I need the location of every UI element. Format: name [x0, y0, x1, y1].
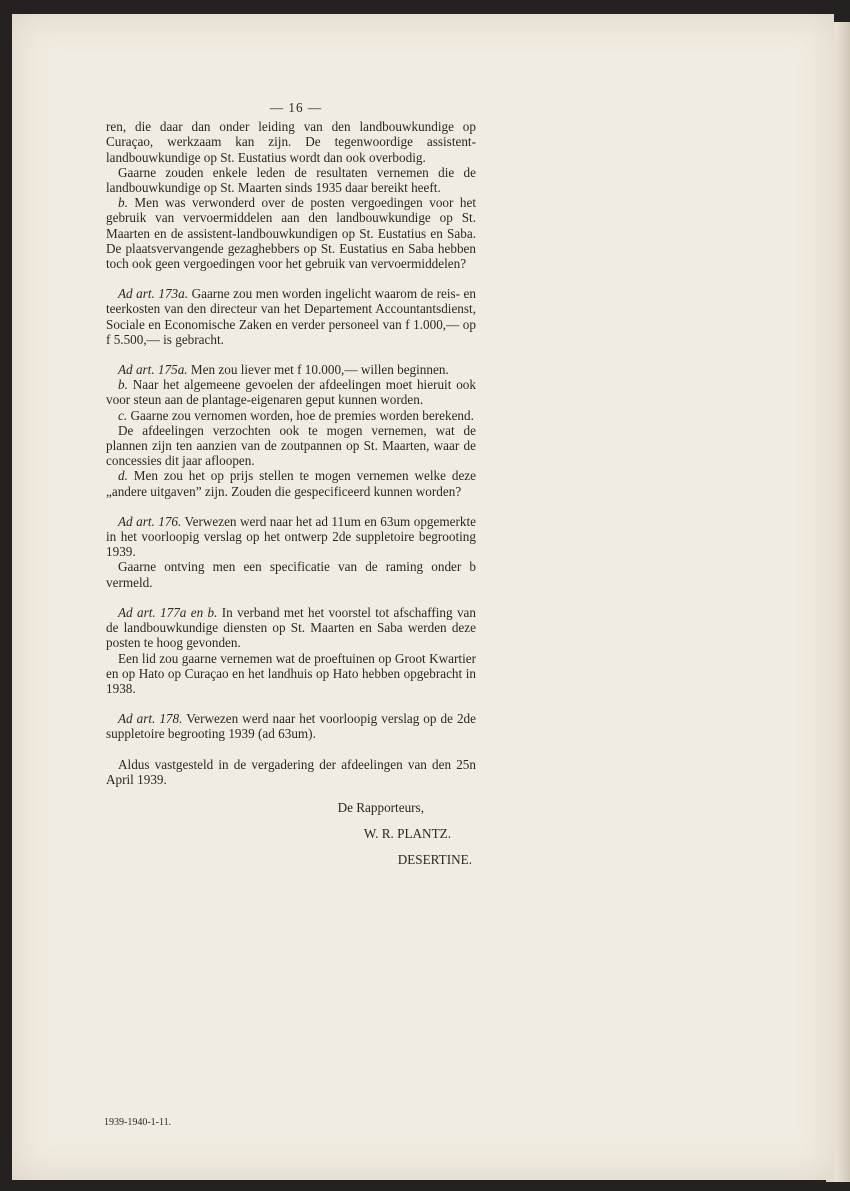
- page-number: — 16 —: [269, 100, 323, 115]
- paragraph: b. Men was verwonderd over de posten vergoedingen voor het gebruik van vervoermiddelen aan den landbouwkundige op St. Maarten en de assistent-landbouwkundigen op St. Eustatius en Saba. De plaatsvervangende gezaghebbers op St. Eustatius en Saba hebben toch ook geen vergoedingen voor het gebruik van vervoermiddelen?: [106, 195, 476, 272]
- paragraph: Gaarne ontving men een specificatie van de raming onder b vermeld.: [106, 559, 476, 590]
- paragraph: Ad art. 178. Verwezen werd naar het voorloopig verslag op de 2de suppletoire begrooting 1939 (ad 63um).: [106, 711, 476, 742]
- item-label: b.: [118, 377, 128, 393]
- paragraph: Gaarne zouden enkele leden de resultaten vernemen die de landbouwkundige op St. Maarten sinds 1935 daar bereikt heeft.: [106, 164, 476, 196]
- paragraph: Ad art. 173a. Gaarne zou men worden ingelicht waarom de reis- en teerkosten van den directeur van het Departement Accountantsdienst, Sociale en Economische Zaken en verder personeel van f 1.000,— op f 5.500,— is gebracht.: [106, 286, 476, 347]
- paragraph: Ad art. 177a en b. In verband met het voorstel tot afschaffing van de landbouwkundige diensten op St. Maarten en Saba werden deze posten te hoog gevonden.: [106, 604, 476, 651]
- article-label: Ad art. 176.: [118, 513, 182, 529]
- item-label: b.: [118, 195, 128, 211]
- signature-title: De Rapporteurs,: [337, 799, 424, 815]
- item-label: c.: [118, 407, 128, 423]
- paragraph: d. Men zou het op prijs stellen te mogen vernemen welke deze „andere uitgaven” zijn. Zouden die gespecificeerd kunnen worden?: [106, 468, 477, 499]
- paragraph: ren, die daar dan onder leiding van den landbouwkundige op Curaçao, werkzaam kan zijn. De tegenwoordige assistent-landbouwkundige op St. Eustatius wordt dan ook overbodig.: [106, 119, 476, 165]
- paragraph: Ad art. 175a. Men zou liever met f 10.000,— willen beginnen.: [118, 362, 449, 378]
- paragraph: De afdeelingen verzochten ook te mogen vernemen, wat de plannen zijn ten aanzien van de zoutpannen op St. Maarten, waar de concessies dit jaar afloopen.: [106, 422, 476, 469]
- article-label: Ad art. 178.: [118, 711, 183, 727]
- article-label: Ad art. 177a en b.: [118, 604, 218, 620]
- item-label: d.: [118, 468, 128, 484]
- article-label: Ad art. 173a.: [118, 286, 189, 302]
- paragraph: Een lid zou gaarne vernemen wat de proeftuinen op Groot Kwartier en op Hato op Curaçao en het landhuis op Hato hebben opgebracht in 1938.: [106, 650, 476, 696]
- signature-name-desertine: DESERTINE.: [397, 852, 472, 868]
- footer-code: 1939-1940-1-11.: [104, 1117, 172, 1128]
- paragraph: Aldus vastgesteld in de vergadering der afdeelingen van den 25n April 1939.: [106, 756, 476, 787]
- paragraph: b. Naar het algemeene gevoelen der afdeelingen moet hieruit ook voor steun aan de plantage-eigenaren geput kunnen worden.: [106, 377, 476, 408]
- signature-name-plantz: W. R. PLANTZ.: [363, 826, 451, 842]
- document-body: [106, 100, 476, 868]
- paragraph: Ad art. 176. Verwezen werd naar het ad 11um en 63um opgemerkte in het voorloopig verslag op het ontwerp 2de suppletoire begrooting 1939.: [106, 513, 476, 560]
- article-label: Ad art. 175a.: [118, 362, 188, 378]
- paragraph: c. Gaarne zou vernomen worden, hoe de premies worden berekend.: [118, 407, 474, 423]
